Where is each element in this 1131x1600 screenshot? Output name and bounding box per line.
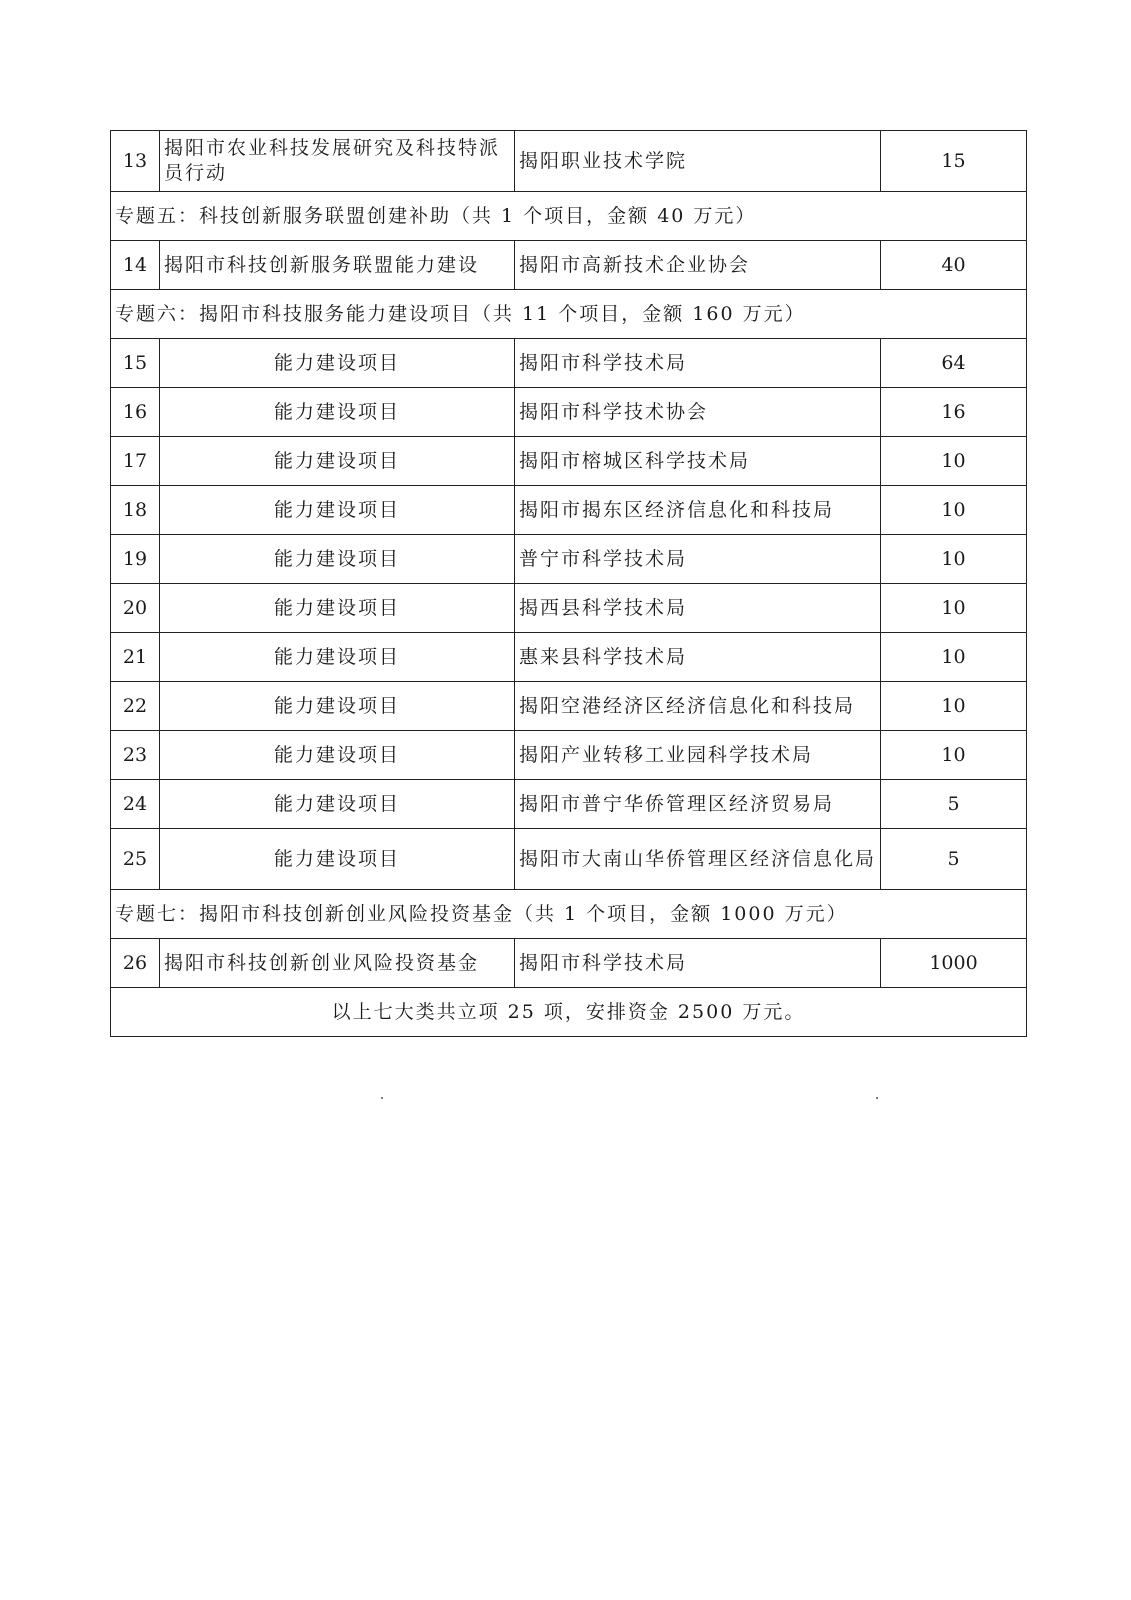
section-row bbox=[111, 290, 1027, 339]
funding-amount: 10 bbox=[881, 633, 1027, 682]
implementing-unit: 揭阳市科学技术协会 bbox=[515, 388, 881, 437]
project-name: 能力建设项目 bbox=[160, 535, 515, 584]
project-name: 能力建设项目 bbox=[160, 388, 515, 437]
total-summary: 以上七大类共立项 25 项，安排资金 2500 万元。 bbox=[111, 988, 1027, 1037]
project-name: 能力建设项目 bbox=[160, 486, 515, 535]
funding-amount: 10 bbox=[881, 584, 1027, 633]
row-number: 20 bbox=[111, 584, 160, 633]
funding-table bbox=[110, 130, 1027, 1037]
funding-amount: 10 bbox=[881, 731, 1027, 780]
funding-amount: 1000 bbox=[881, 939, 1027, 988]
project-name: 揭阳市科技创新创业风险投资基金 bbox=[160, 939, 515, 988]
row-number: 22 bbox=[111, 682, 160, 731]
implementing-unit: 揭阳市科学技术局 bbox=[515, 939, 881, 988]
row-number: 15 bbox=[111, 339, 160, 388]
row-number: 19 bbox=[111, 535, 160, 584]
project-name: 能力建设项目 bbox=[160, 633, 515, 682]
project-name: 揭阳市农业科技发展研究及科技特派员行动 bbox=[160, 131, 515, 192]
section-row bbox=[111, 192, 1027, 241]
table-row bbox=[111, 584, 1027, 633]
row-number: 17 bbox=[111, 437, 160, 486]
funding-amount: 5 bbox=[881, 780, 1027, 829]
implementing-unit: 揭阳市榕城区科学技术局 bbox=[515, 437, 881, 486]
project-name: 能力建设项目 bbox=[160, 780, 515, 829]
project-name: 能力建设项目 bbox=[160, 731, 515, 780]
funding-amount: 40 bbox=[881, 241, 1027, 290]
funding-amount: 10 bbox=[881, 486, 1027, 535]
funding-amount: 64 bbox=[881, 339, 1027, 388]
implementing-unit: 揭阳职业技术学院 bbox=[515, 131, 881, 192]
row-number: 14 bbox=[111, 241, 160, 290]
implementing-unit: 揭阳产业转移工业园科学技术局 bbox=[515, 731, 881, 780]
row-number: 18 bbox=[111, 486, 160, 535]
section-heading: 专题七：揭阳市科技创新创业风险投资基金（共 1 个项目，金额 1000 万元） bbox=[111, 890, 1027, 939]
total-row bbox=[111, 988, 1027, 1037]
project-name: 能力建设项目 bbox=[160, 682, 515, 731]
table-row bbox=[111, 939, 1027, 988]
table-row bbox=[111, 241, 1027, 290]
funding-amount: 10 bbox=[881, 535, 1027, 584]
row-number: 21 bbox=[111, 633, 160, 682]
implementing-unit: 揭阳市高新技术企业协会 bbox=[515, 241, 881, 290]
row-number: 23 bbox=[111, 731, 160, 780]
project-name: 揭阳市科技创新服务联盟能力建设 bbox=[160, 241, 515, 290]
funding-amount: 10 bbox=[881, 682, 1027, 731]
row-number: 24 bbox=[111, 780, 160, 829]
section-heading: 专题六：揭阳市科技服务能力建设项目（共 11 个项目，金额 160 万元） bbox=[111, 290, 1027, 339]
implementing-unit: 普宁市科学技术局 bbox=[515, 535, 881, 584]
implementing-unit: 揭阳市科学技术局 bbox=[515, 339, 881, 388]
table-row bbox=[111, 633, 1027, 682]
scan-speck bbox=[381, 1097, 383, 1099]
funding-table-body bbox=[111, 131, 1027, 1037]
project-name: 能力建设项目 bbox=[160, 437, 515, 486]
table-row bbox=[111, 829, 1027, 890]
row-number: 13 bbox=[111, 131, 160, 192]
funding-amount: 10 bbox=[881, 437, 1027, 486]
implementing-unit: 揭阳市普宁华侨管理区经济贸易局 bbox=[515, 780, 881, 829]
row-number: 25 bbox=[111, 829, 160, 890]
funding-amount: 15 bbox=[881, 131, 1027, 192]
implementing-unit: 揭西县科学技术局 bbox=[515, 584, 881, 633]
project-name: 能力建设项目 bbox=[160, 584, 515, 633]
table-row bbox=[111, 535, 1027, 584]
table-row bbox=[111, 339, 1027, 388]
table-row bbox=[111, 486, 1027, 535]
table-row bbox=[111, 682, 1027, 731]
table-row bbox=[111, 131, 1027, 192]
row-number: 26 bbox=[111, 939, 160, 988]
implementing-unit: 揭阳市大南山华侨管理区经济信息化局 bbox=[515, 829, 881, 890]
section-heading: 专题五：科技创新服务联盟创建补助（共 1 个项目，金额 40 万元） bbox=[111, 192, 1027, 241]
table-row bbox=[111, 731, 1027, 780]
table-row bbox=[111, 437, 1027, 486]
funding-amount: 16 bbox=[881, 388, 1027, 437]
row-number: 16 bbox=[111, 388, 160, 437]
table-row bbox=[111, 388, 1027, 437]
section-row bbox=[111, 890, 1027, 939]
implementing-unit: 惠来县科学技术局 bbox=[515, 633, 881, 682]
scan-speck bbox=[876, 1097, 878, 1099]
project-name: 能力建设项目 bbox=[160, 829, 515, 890]
implementing-unit: 揭阳市揭东区经济信息化和科技局 bbox=[515, 486, 881, 535]
funding-amount: 5 bbox=[881, 829, 1027, 890]
table-row bbox=[111, 780, 1027, 829]
project-name: 能力建设项目 bbox=[160, 339, 515, 388]
implementing-unit: 揭阳空港经济区经济信息化和科技局 bbox=[515, 682, 881, 731]
